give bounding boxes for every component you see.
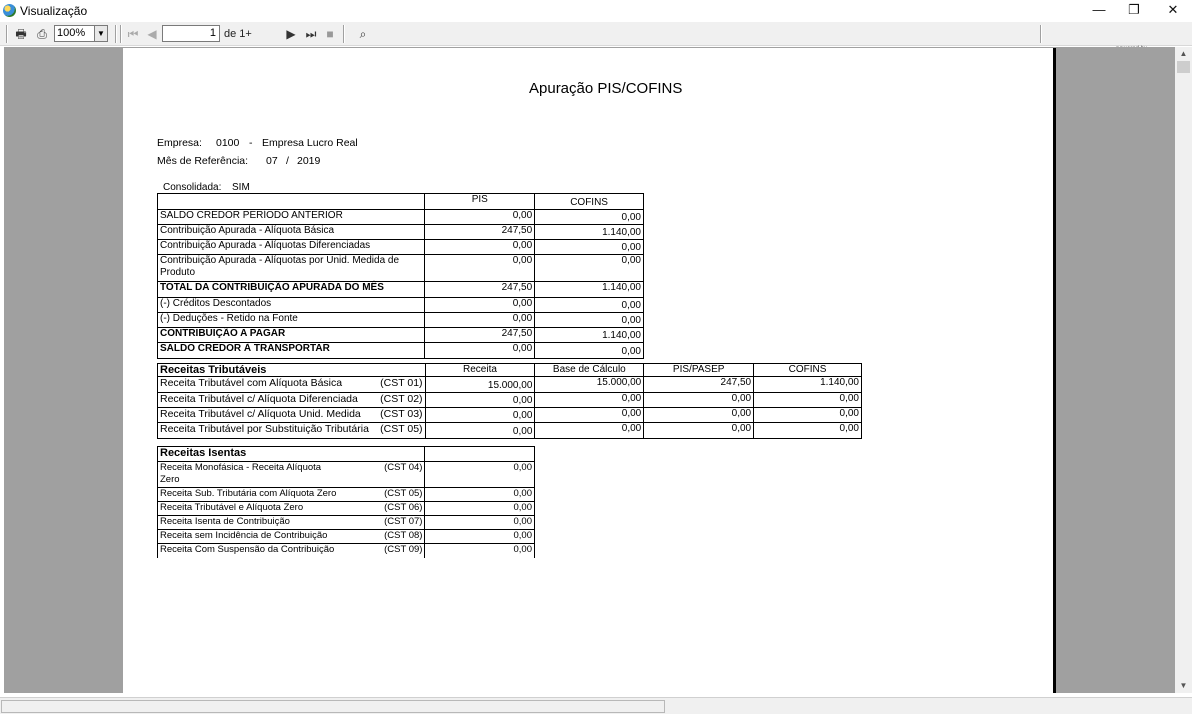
table-row: [158, 502, 535, 516]
tributaveis-row-cofins: 0,00: [754, 408, 862, 423]
summary-header-pis: PIS: [425, 194, 535, 210]
table-row: [158, 328, 644, 343]
isentas-table: [157, 446, 535, 558]
table-row: [158, 408, 862, 423]
table-row: [158, 377, 862, 393]
isentas-row-value: 0,00: [425, 516, 535, 530]
table-row: [158, 516, 535, 530]
consolidada-value: SIM: [232, 182, 250, 193]
next-page-icon[interactable]: ▶: [286, 27, 296, 41]
app-icon: [3, 4, 16, 17]
scroll-down-icon[interactable]: ▼: [1179, 681, 1188, 690]
status-pane: [1, 700, 665, 713]
table-row: [158, 210, 644, 225]
summary-row-cofins: 1.140,00: [535, 225, 644, 240]
cst-code: (CST 06): [384, 502, 423, 513]
tributaveis-row-pis: 0,00: [644, 393, 754, 408]
cst-code: (CST 08): [384, 530, 423, 541]
isentas-row-label: [158, 516, 425, 530]
isentas-row-value: 0,00: [425, 544, 535, 558]
empresa-name: Empresa Lucro Real: [262, 137, 358, 149]
summary-row-label: SALDO CREDOR À TRANSPORTAR: [158, 343, 425, 359]
stop-icon[interactable]: ■: [326, 27, 334, 41]
row-label: Receita Com Suspensão da Contribuição: [160, 544, 335, 555]
tributaveis-table: [157, 363, 862, 439]
tributaveis-row-receita: 15.000,00: [425, 377, 535, 393]
print-icon[interactable]: 🖶: [15, 27, 27, 41]
title-bar: [0, 0, 1192, 22]
table-row: [158, 282, 644, 298]
table-row: [158, 298, 644, 313]
summary-row-pis: 247,50: [425, 328, 535, 343]
summary-row-pis: 0,00: [425, 240, 535, 255]
minimize-button[interactable]: —: [1092, 2, 1106, 17]
tributaveis-row-base: 15.000,00: [535, 377, 644, 393]
status-bar: [0, 697, 1192, 714]
mes-separator: /: [286, 155, 289, 167]
zoom-select[interactable]: [54, 25, 108, 42]
summary-row-label: Contribuição Apurada - Alíquotas Diferenciadas: [158, 240, 425, 255]
tributaveis-row-pis: 0,00: [644, 408, 754, 423]
row-label: Receita Sub. Tributária com Alíquota Zero: [160, 488, 337, 499]
vertical-scrollbar[interactable]: [1175, 47, 1192, 693]
tributaveis-row-label: [158, 423, 426, 439]
summary-header-row: [158, 194, 644, 210]
summary-row-label: (-) Créditos Descontados: [158, 298, 425, 313]
summary-row-cofins: 0,00: [535, 343, 644, 359]
mes-label: Mês de Referência:: [157, 155, 249, 167]
summary-row-cofins: 0,00: [535, 240, 644, 255]
tributaveis-row-base: 0,00: [535, 408, 644, 423]
summary-row-label: SALDO CREDOR PERÍODO ANTERIOR: [158, 210, 425, 225]
table-row: [158, 313, 644, 328]
cst-code: (CST 02): [380, 393, 423, 405]
summary-row-pis: 0,00: [425, 298, 535, 313]
isentas-row-label: [158, 530, 425, 544]
row-label: Receita sem Incidência de Contribuição: [160, 530, 328, 541]
summary-row-label: Contribuição Apurada - Alíquotas por Unid. Medida de Produto: [158, 255, 425, 282]
isentas-row-label: [158, 502, 425, 516]
cst-code: (CST 01): [380, 377, 423, 389]
tributaveis-row-receita: 0,00: [425, 408, 535, 423]
table-row: [158, 530, 535, 544]
tributaveis-row-label: [158, 377, 426, 393]
empresa-separator: -: [249, 137, 253, 149]
zoom-value: 100%: [57, 27, 86, 39]
table-row: [158, 544, 535, 558]
table-row: [158, 240, 644, 255]
tributaveis-header-pis: PIS/PASEP: [644, 364, 754, 377]
summary-row-cofins: 1.140,00: [535, 328, 644, 343]
isentas-row-label: [158, 488, 425, 502]
summary-header-cofins: COFINS: [535, 194, 644, 210]
summary-row-label: TOTAL DA CONTRIBUIÇÃO APURADA DO MÊS: [158, 282, 425, 298]
page-count-label: de 1+: [224, 28, 252, 40]
consolidada-label: Consolidada:: [163, 182, 222, 193]
tributaveis-row-label: [158, 408, 426, 423]
cst-code: (CST 03): [380, 408, 423, 420]
summary-row-label: Contribuição Apurada - Alíquota Básica: [158, 225, 425, 240]
row-label: Receita Isenta de Contribuição: [160, 516, 290, 527]
tributaveis-row-receita: 0,00: [425, 393, 535, 408]
isentas-row-value: 0,00: [425, 502, 535, 516]
tributaveis-row-cofins: 0,00: [754, 393, 862, 408]
table-row: [158, 255, 644, 282]
table-row: [158, 225, 644, 240]
toolbar-separator: [115, 25, 117, 43]
summary-row-pis: 0,00: [425, 210, 535, 225]
chevron-down-icon[interactable]: ▼: [94, 26, 107, 41]
summary-row-cofins: 0,00: [535, 298, 644, 313]
isentas-row-value: 0,00: [425, 488, 535, 502]
table-row: [158, 393, 862, 408]
row-label: Receita Tributável c/ Alíquota Unid. Medida: [160, 408, 361, 420]
row-label: Receita Monofásica - Receita Alíquota Zero: [160, 462, 322, 485]
tributaveis-header-receita: Receita: [425, 364, 535, 377]
isentas-row-label: [158, 462, 425, 488]
cst-code: (CST 07): [384, 516, 423, 527]
isentas-title: Receitas Isentas: [158, 447, 425, 462]
isentas-header-blank: [425, 447, 535, 462]
last-page-icon[interactable]: ⏭: [305, 27, 317, 41]
table-row: [158, 343, 644, 359]
previous-page-icon[interactable]: ◀: [147, 27, 157, 41]
page-number-input[interactable]: 1: [162, 25, 220, 42]
report-page: [123, 48, 1056, 693]
tributaveis-header-base: Base de Cálculo: [535, 364, 644, 377]
tributaveis-row-base: 0,00: [535, 393, 644, 408]
cst-code: (CST 05): [380, 423, 423, 435]
summary-row-cofins: 1.140,00: [535, 282, 644, 298]
isentas-row-value: 0,00: [425, 462, 535, 488]
tributaveis-row-pis: 0,00: [644, 423, 754, 439]
summary-row-cofins: 0,00: [535, 255, 644, 282]
tributaveis-header-row: [158, 364, 862, 377]
table-row: [158, 423, 862, 439]
table-row: [158, 488, 535, 502]
tributaveis-row-base: 0,00: [535, 423, 644, 439]
cst-code: (CST 09): [384, 544, 423, 555]
cst-code: (CST 05): [384, 488, 423, 499]
tributaveis-row-cofins: 0,00: [754, 423, 862, 439]
mes-year: 2019: [297, 155, 321, 167]
summary-row-label: CONTRIBUIÇÃO A PAGAR: [158, 328, 425, 343]
empresa-code: 0100: [216, 137, 240, 149]
summary-row-cofins: 0,00: [535, 210, 644, 225]
summary-row-pis: 247,50: [425, 225, 535, 240]
tributaveis-row-label: [158, 393, 426, 408]
toolbar-separator: [120, 25, 122, 43]
summary-row-cofins: 0,00: [535, 313, 644, 328]
summary-row-pis: 0,00: [425, 343, 535, 359]
isentas-header-row: [158, 447, 535, 462]
tributaveis-row-cofins: 1.140,00: [754, 377, 862, 393]
summary-table: [157, 193, 644, 359]
toolbar-separator: [343, 25, 345, 43]
scroll-thumb[interactable]: [1177, 61, 1190, 73]
tributaveis-row-receita: 0,00: [425, 423, 535, 439]
summary-row-pis: 0,00: [425, 313, 535, 328]
summary-row-label: (-) Deduções - Retido na Fonte: [158, 313, 425, 328]
cst-code: (CST 04): [384, 462, 423, 473]
summary-row-pis: 247,50: [425, 282, 535, 298]
mes-month: 07: [266, 155, 278, 167]
report-title: Apuração PIS/COFINS: [529, 80, 683, 97]
first-page-icon[interactable]: ⏮: [127, 27, 139, 41]
row-label: Receita Tributável c/ Alíquota Diferenciada: [160, 393, 358, 405]
toolbar-grip: [6, 25, 8, 43]
row-label: Receita Tributável com Alíquota Básica: [160, 377, 343, 389]
empresa-label: Empresa:: [157, 137, 202, 149]
toolbar: [0, 22, 1192, 46]
tributaveis-row-pis: 247,50: [644, 377, 754, 393]
tributaveis-title: Receitas Tributáveis: [158, 364, 426, 377]
close-button[interactable]: ✕: [1167, 2, 1179, 17]
window-title: Visualização: [20, 4, 88, 18]
toolbar-separator: [1040, 25, 1042, 43]
export-icon[interactable]: ⎙: [37, 27, 47, 41]
summary-row-pis: 0,00: [425, 255, 535, 282]
summary-header-blank: [158, 194, 425, 210]
row-label: Receita Tributável e Alíquota Zero: [160, 502, 304, 513]
table-row: [158, 462, 535, 488]
isentas-row-label: [158, 544, 425, 558]
isentas-row-value: 0,00: [425, 530, 535, 544]
search-binoculars-icon[interactable]: ⌕: [359, 27, 367, 41]
restore-button[interactable]: ❐: [1128, 2, 1140, 17]
row-label: Receita Tributável por Substituição Tributária: [160, 423, 369, 435]
tributaveis-header-cofins: COFINS: [754, 364, 862, 377]
scroll-up-icon[interactable]: ▲: [1179, 49, 1188, 58]
